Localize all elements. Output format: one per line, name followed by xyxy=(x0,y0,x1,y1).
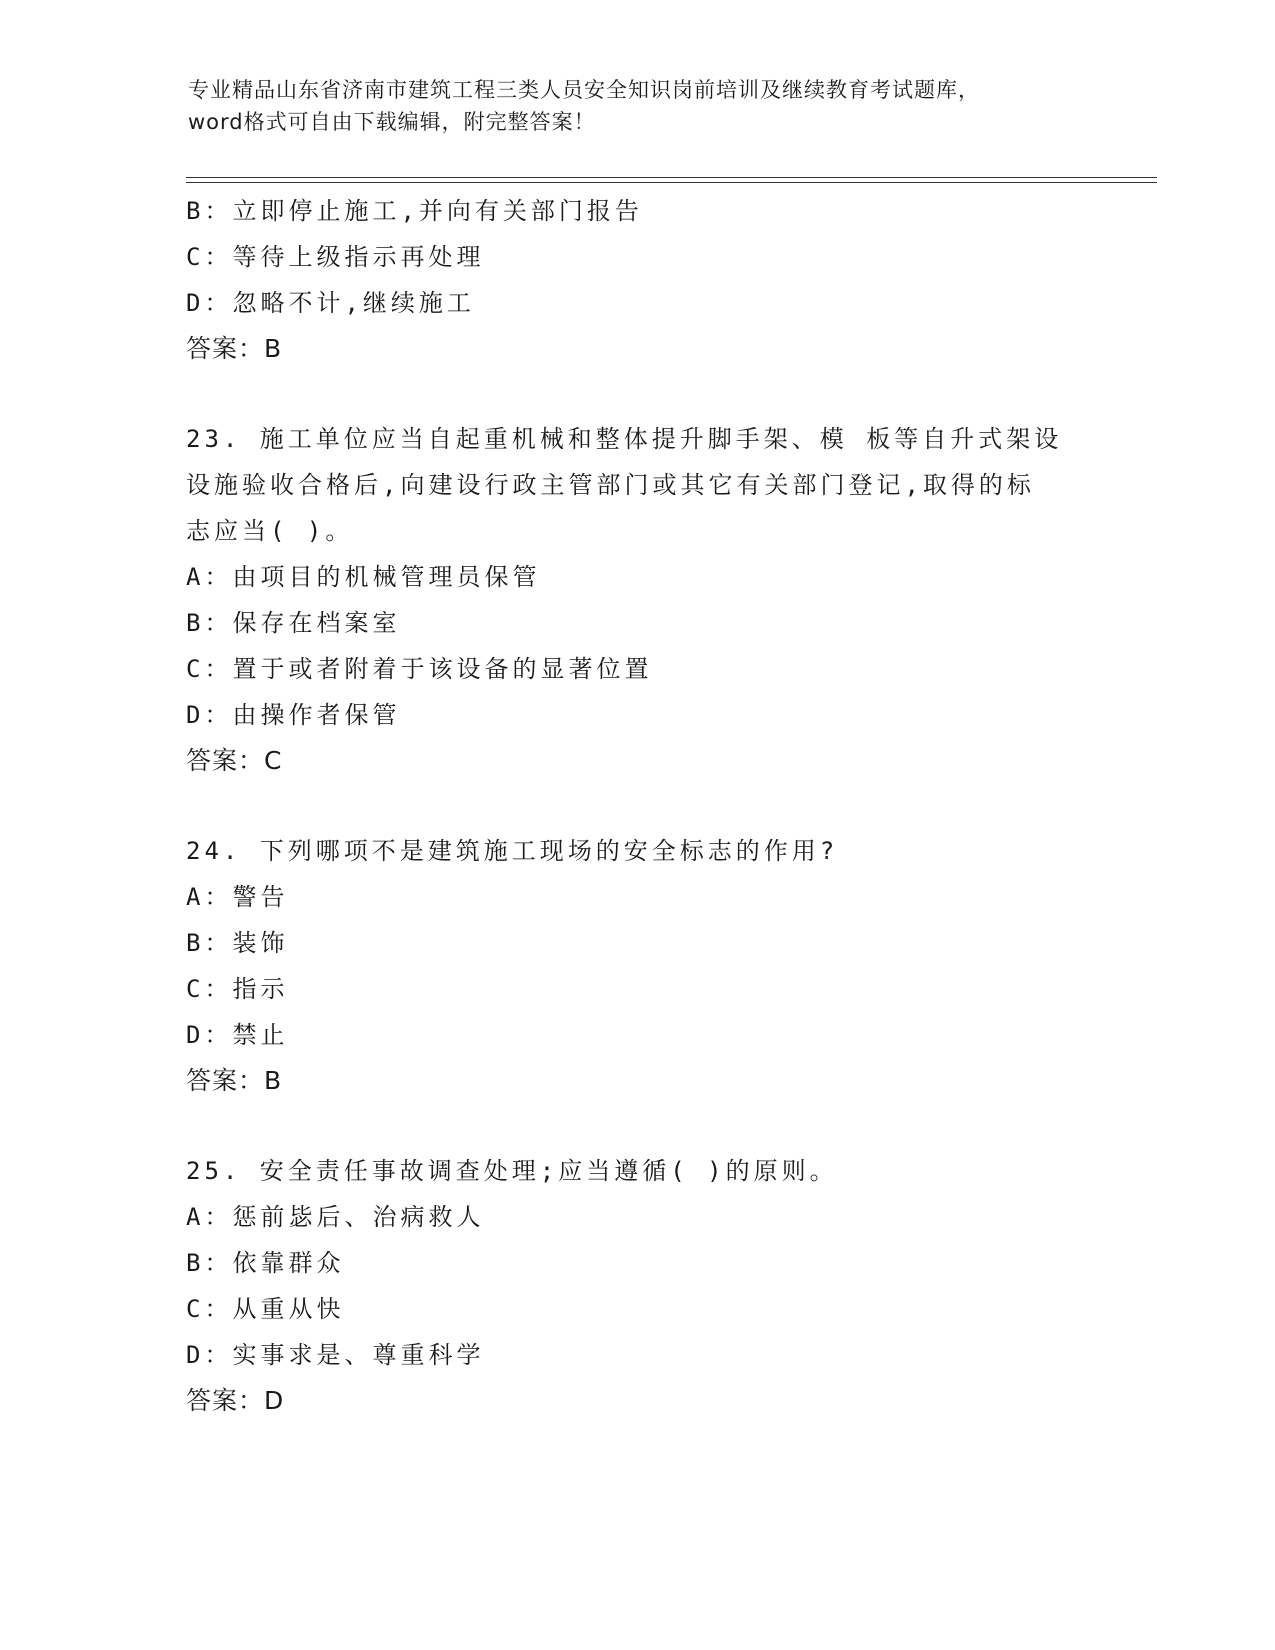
option-a: A：由项目的机械管理员保管 xyxy=(186,563,541,591)
option-b: B：保存在档案室 xyxy=(186,609,401,637)
answer-line: 答案：B xyxy=(186,1066,283,1095)
question-text-line: 志应当( )。 xyxy=(186,517,354,545)
option-c: C：置于或者附着于该设备的显著位置 xyxy=(186,655,653,683)
option-d: D：忽略不计,继续施工 xyxy=(186,289,475,317)
question-text-line: 设施验收合格后,向建设行政主管部门或其它有关部门登记,取得的标 xyxy=(186,471,1035,499)
option-b: B：依靠群众 xyxy=(186,1249,345,1277)
answer-line: 答案：B xyxy=(186,334,283,363)
option-a: A：警告 xyxy=(186,883,289,911)
question-25-block xyxy=(186,1148,1086,1424)
question-text-line: 24. 下列哪项不是建筑施工现场的安全标志的作用? xyxy=(186,837,839,865)
question-22-block xyxy=(186,188,1086,372)
header-line-2: word格式可自由下载编辑，附完整答案！ xyxy=(188,110,596,134)
option-c: C：等待上级指示再处理 xyxy=(186,243,485,271)
question-text-line: 25. 安全责任事故调查处理;应当遵循( )的原则。 xyxy=(186,1157,838,1185)
header-line-1: 专业精品山东省济南市建筑工程三类人员安全知识岗前培训及继续教育考试题库， xyxy=(188,78,980,102)
spacer xyxy=(186,372,1086,416)
answer-line: 答案：C xyxy=(186,746,283,775)
option-d: D：实事求是、尊重科学 xyxy=(186,1341,485,1369)
question-23-block xyxy=(186,416,1086,784)
option-b: B：立即停止施工,并向有关部门报告 xyxy=(186,197,643,225)
answer-line: 答案：D xyxy=(186,1386,285,1415)
option-a: A：惩前毖后、治病救人 xyxy=(186,1203,485,1231)
header-rule-bottom xyxy=(186,182,1157,183)
spacer xyxy=(186,784,1086,828)
option-d: D：禁止 xyxy=(186,1021,289,1049)
option-c: C：指示 xyxy=(186,975,289,1003)
question-24-block xyxy=(186,828,1086,1104)
header-rule-top xyxy=(186,177,1157,178)
document-header xyxy=(188,74,1088,138)
question-content xyxy=(186,188,1086,1424)
option-c: C：从重从快 xyxy=(186,1295,345,1323)
option-d: D：由操作者保管 xyxy=(186,701,401,729)
spacer xyxy=(186,1104,1086,1148)
question-text-line: 23. 施工单位应当自起重机械和整体提升脚手架、模 板等自升式架设 xyxy=(186,425,1063,453)
option-b: B：装饰 xyxy=(186,929,289,957)
